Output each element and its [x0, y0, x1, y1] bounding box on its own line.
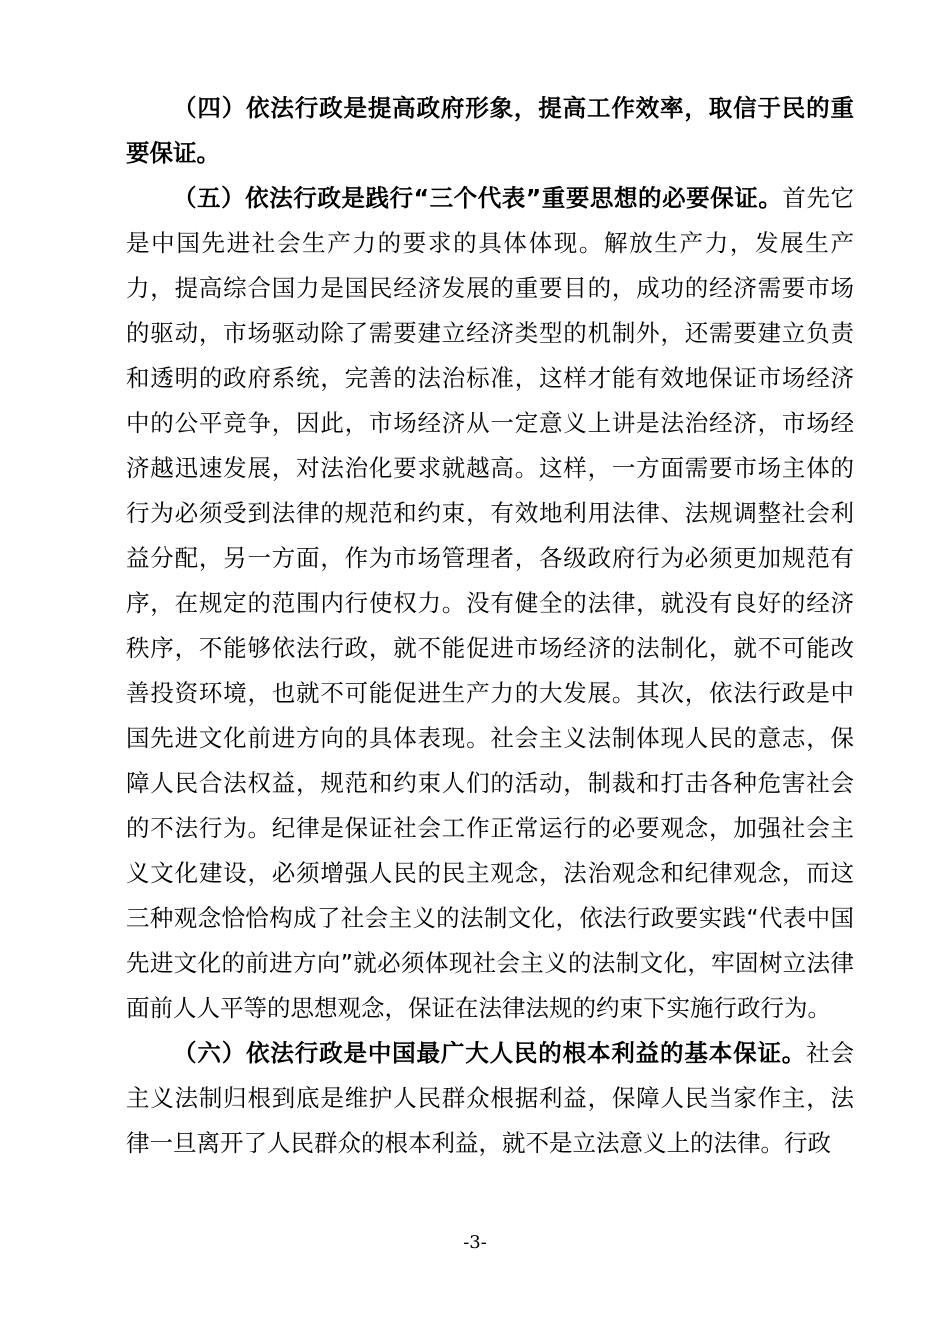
paragraph-5-heading: （五）依法行政是践行“三个代表”重要思想的必要保证。 — [173, 184, 783, 212]
paragraph-5-body: 首先它是中国先进社会生产力的要求的具体体现。解放生产力，发展生产力，提高综合国力是国民经济发展的重要目的，成功的经济需要市场的驱动，市场驱动除了需要建立经济类型的机制外，还需要建立负责和透明的政府系统，完善的法治标准，这样才能有效地保证市场经济中的公平竞争，因此，市场经济从一定意义上讲是法治经济，市场经济越迅速发展，对法治化要求就越高。这样，一方面需要市场主体的行为必须受到法律的规范和约束，有效地利用法律、法规调整社会利益分配，另一方面，作为市场管理者，各级政府行为必须更加规范有序，在规定的范围内行使权力。没有健全的法律，就没有良好的经济秩序，不能够依法行政，就不能促进市场经济的法制化，就不可能改善投资环境，也就不可能促进生产力的大发展。其次，依法行政是中国先进文化前进方向的具体表现。社会主义法制体现人民的意志，保障人民合法权益，规范和约束人们的活动，制裁和打击各种危害社会的不法行为。纪律是保证社会工作正常运行的必要观念，加强社会主义文化建设，必须增强人民的民主观念，法治观念和纪律观念，而这三种观念恰恰构成了社会主义的法制文化，依法行政要实践“代表中国先进文化的前进方向”就必须体现社会主义的法制文化，牢固树立法律面前人人平等的思想观念，保证在法律法规的约束下实施行政行为。 — [126, 184, 855, 1022]
paragraph-6-body: 社会主义法制归根到底是维护人民群众根据利益，保障人民当家作主，法律一旦离开了人民群众的根本利益，就不是立法意义上的法律。行政 — [126, 1039, 855, 1157]
page-number: -3- — [463, 1232, 487, 1253]
paragraph-4 — [126, 86, 854, 176]
paragraph-6 — [126, 1031, 854, 1166]
document-page — [126, 86, 854, 1166]
paragraph-4-heading: （四）依法行政是提高政府形象，提高工作效率，取信于民的重要保证。 — [126, 94, 854, 167]
paragraph-5 — [126, 176, 854, 1031]
paragraph-6-heading: （六）依法行政是中国最广大人民的根本利益的基本保证。 — [173, 1039, 807, 1067]
